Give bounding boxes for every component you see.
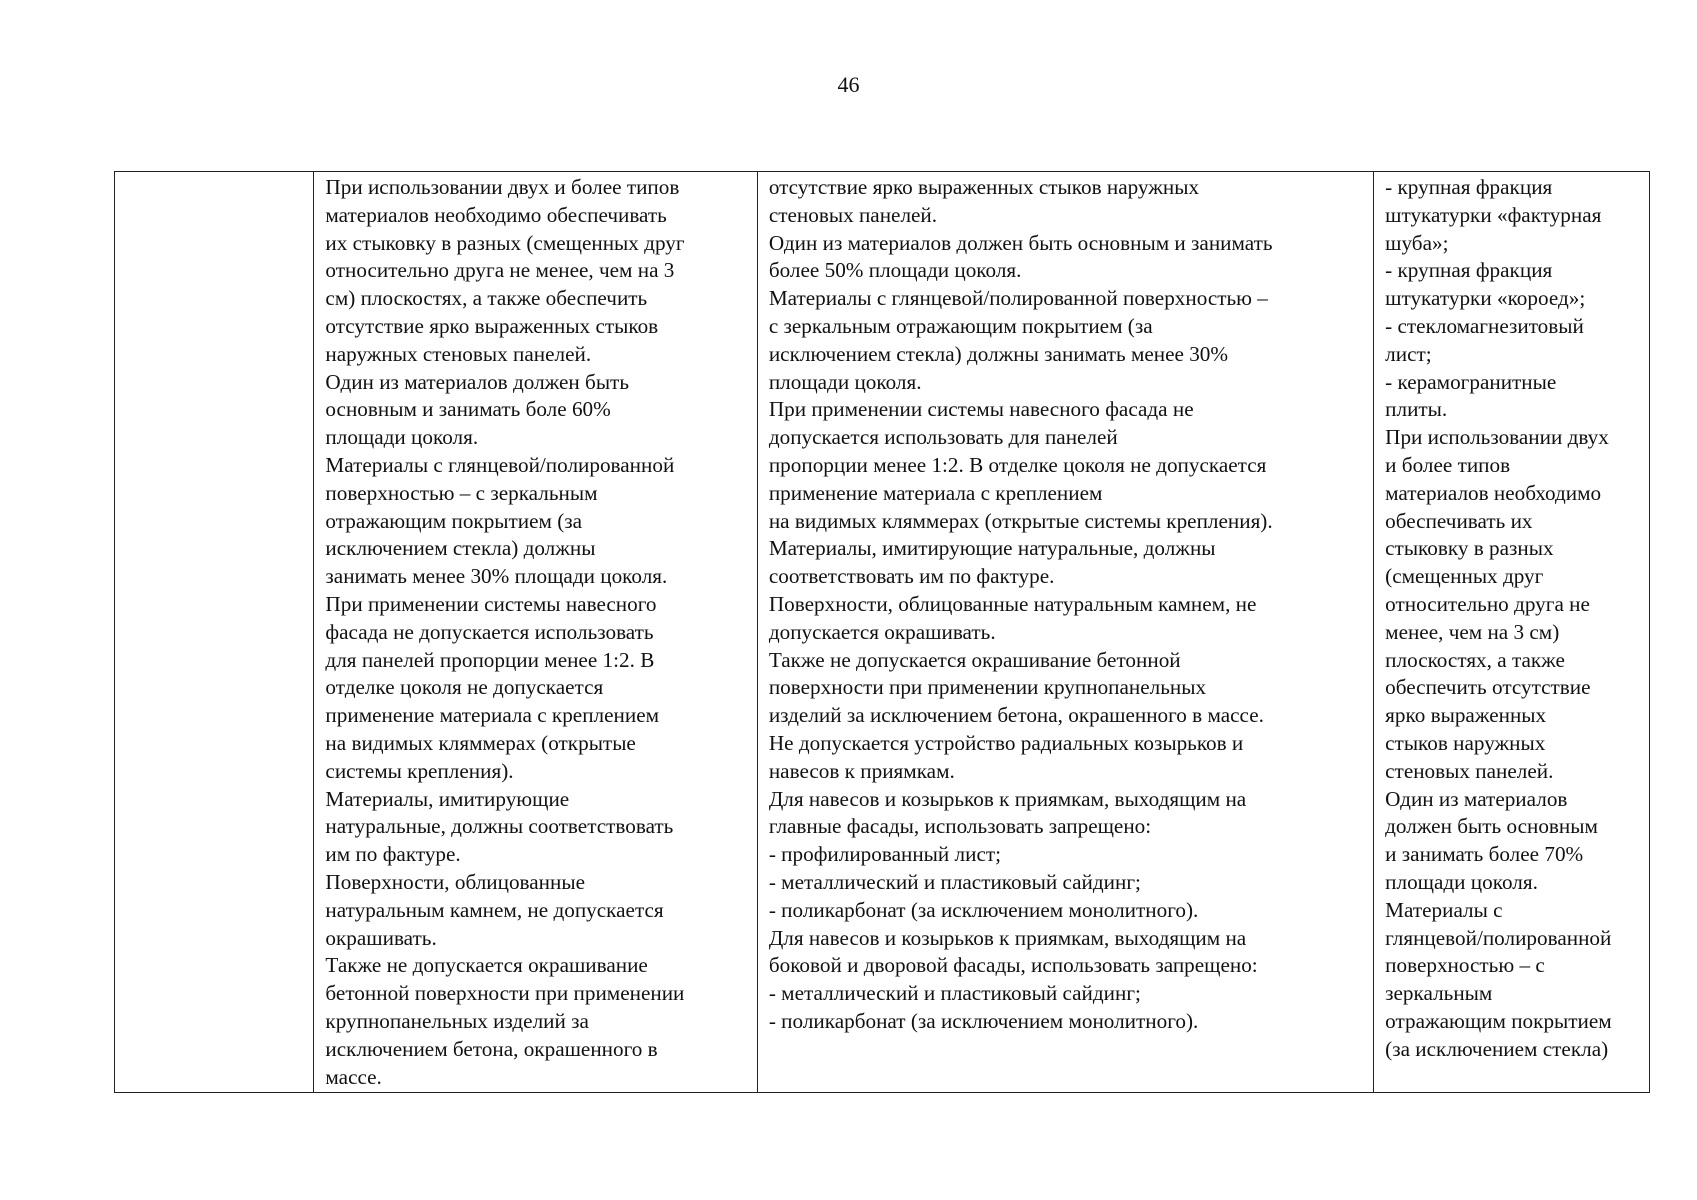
text-line: применение материала с креплением (768, 480, 1103, 505)
text-line: фасада не допускается использовать (325, 619, 654, 644)
text-line: стеновых панелей. (1385, 758, 1554, 783)
requirements-cell-c (1374, 172, 1650, 1093)
text-line: их стыковку в разных (смещенных друг (325, 230, 685, 255)
text-line: Не допускается устройство радиальных козырьков и (768, 730, 1244, 755)
text-line: - керамогранитные (1385, 369, 1557, 394)
text-line: см) плоскостях, а также обеспечить (325, 286, 648, 311)
text-line: исключением стекла) должны (325, 536, 596, 561)
text-line: Для навесов и козырьков к приямкам, выходящим на (768, 786, 1247, 811)
text-line: Поверхности, облицованные натуральным камнем, не (768, 591, 1257, 616)
text-line: основным и занимать боле 60% (325, 397, 611, 422)
text-line: зеркальным (1385, 981, 1493, 1006)
text-line: занимать менее 30% площади цоколя. (325, 564, 668, 589)
text-line: ярко выраженных (1385, 703, 1547, 728)
text-line: - крупная фракция (1385, 175, 1553, 199)
text-line: Для навесов и козырьков к приямкам, выходящим на (768, 925, 1247, 950)
text-line: относительно друга не менее, чем на 3 (325, 258, 675, 283)
text-line: массе. (325, 1064, 382, 1089)
text-line: и занимать более 70% (1385, 842, 1584, 867)
text-line: Материалы с глянцевой/полированной поверхностью – (768, 286, 1268, 311)
text-line: Один из материалов должен быть основным и занимать (768, 230, 1273, 255)
text-line: площади цоколя. (768, 369, 922, 394)
text-line: Материалы, имитирующие (325, 786, 570, 811)
text-line: плиты. (1385, 397, 1448, 422)
text-line: - поликарбонат (за исключением монолитного). (768, 1008, 1199, 1033)
text-line: площади цоколя. (1385, 869, 1538, 894)
text-line: и более типов (1385, 452, 1511, 477)
page-number: 46 (837, 72, 860, 97)
text-line: Один из материалов должен быть (325, 369, 629, 394)
text-line: с зеркальным отражающим покрытием (за (768, 313, 1153, 338)
text-line: глянцевой/полированной (1385, 925, 1612, 950)
text-line: - крупная фракция (1385, 258, 1553, 283)
text-line: шуба»; (1385, 230, 1449, 255)
text-line: При применении системы навесного (325, 591, 657, 616)
text-line: - стекломагнезитовый (1385, 313, 1584, 338)
text-line: главные фасады, использовать запрещено: (768, 814, 1152, 839)
text-line: стыковку в разных (1385, 536, 1554, 561)
text-line: При применении системы навесного фасада не (768, 397, 1194, 422)
text-line: поверхностью – с зеркальным (325, 480, 598, 505)
text-line: наружных стеновых панелей. (325, 341, 592, 366)
text-line: натуральным камнем, не допускается (325, 897, 664, 922)
text-line: отсутствие ярко выраженных стыков (325, 313, 659, 338)
text-line: Материалы, имитирующие натуральные, должны (768, 536, 1216, 561)
text-line: - профилированный лист; (768, 842, 1002, 867)
text-line: - металлический и пластиковый сайдинг; (768, 981, 1141, 1006)
table-row (115, 172, 1650, 1093)
text-line: системы крепления). (325, 758, 514, 783)
text-line: исключением стекла) должны занимать менее 30% (768, 341, 1229, 366)
text-line: материалов необходимо обеспечивать (325, 202, 667, 227)
text-line: навесов к приямкам. (768, 758, 955, 783)
text-line: площади цоколя. (325, 425, 479, 450)
text-line: им по фактуре. (325, 842, 461, 867)
text-line: обеспечить отсутствие (1385, 675, 1591, 700)
text-line: стыков наружных (1385, 730, 1546, 755)
text-line: Материалы с (1385, 897, 1503, 922)
text-line: (за исключением стекла) (1385, 1036, 1609, 1061)
text-line: поверхностью – с (1385, 953, 1545, 978)
text-line: для панелей пропорции менее 1:2. В (325, 647, 655, 672)
text-line: изделий за исключением бетона, окрашенного в массе. (768, 703, 1264, 728)
text-line: штукатурки «фактурная (1385, 202, 1602, 227)
text-line: на видимых кляммерах (открытые системы крепления). (768, 508, 1273, 533)
requirements-cell-a (314, 172, 757, 1093)
text-line: Материалы с глянцевой/полированной (325, 452, 675, 477)
text-line: окрашивать. (325, 925, 437, 950)
text-line: отражающим покрытием (за (325, 508, 583, 533)
text-line: Также не допускается окрашивание бетонной (768, 647, 1181, 672)
text-line: отражающим покрытием (1385, 1008, 1612, 1033)
text-line: допускается окрашивать. (768, 619, 996, 644)
text-line: должен быть основным (1385, 814, 1598, 839)
text-line: Поверхности, облицованные (325, 869, 585, 894)
text-line: пропорции менее 1:2. В отделке цоколя не допускается (768, 452, 1267, 477)
text-line: бетонной поверхности при применении (325, 981, 685, 1006)
text-line: поверхности при применении крупнопанельных (768, 675, 1207, 700)
text-line: При использовании двух и более типов (325, 175, 680, 199)
text-line: более 50% площади цоколя. (768, 258, 1022, 283)
text-line: применение материала с креплением (325, 703, 660, 728)
text-line: обеспечивать их (1385, 508, 1533, 533)
text-line: - поликарбонат (за исключением монолитного). (768, 897, 1199, 922)
text-line: плоскостях, а также (1385, 647, 1565, 672)
text-line: - металлический и пластиковый сайдинг; (768, 869, 1141, 894)
text-line: штукатурки «короед»; (1385, 286, 1586, 311)
text-line: крупнопанельных изделий за (325, 1008, 589, 1033)
text-line: натуральные, должны соответствовать (325, 814, 674, 839)
text-line: исключением бетона, окрашенного в (325, 1036, 658, 1061)
text-line: на видимых кляммерах (открытые (325, 730, 636, 755)
text-line: стеновых панелей. (768, 202, 938, 227)
text-line: материалов необходимо (1385, 480, 1602, 505)
text-line: относительно друга не (1385, 591, 1590, 616)
requirements-cell-b (757, 172, 1373, 1093)
text-line: Также не допускается окрашивание (325, 953, 648, 978)
requirements-table (114, 171, 1650, 1093)
text-line: Один из материалов (1385, 786, 1568, 811)
empty-cell (115, 172, 314, 1093)
text-line: допускается использовать для панелей (768, 425, 1118, 450)
text-line: отделке цоколя не допускается (325, 675, 604, 700)
text-line: лист; (1385, 341, 1432, 366)
text-line: боковой и дворовой фасады, использовать запрещено: (768, 953, 1258, 978)
text-line: отсутствие ярко выраженных стыков наружных (768, 175, 1200, 199)
text-line: соответствовать им по фактуре. (768, 564, 1055, 589)
text-line: При использовании двух (1385, 425, 1609, 450)
text-line: менее, чем на 3 см) (1385, 619, 1560, 644)
text-line: (смещенных друг (1385, 564, 1544, 589)
